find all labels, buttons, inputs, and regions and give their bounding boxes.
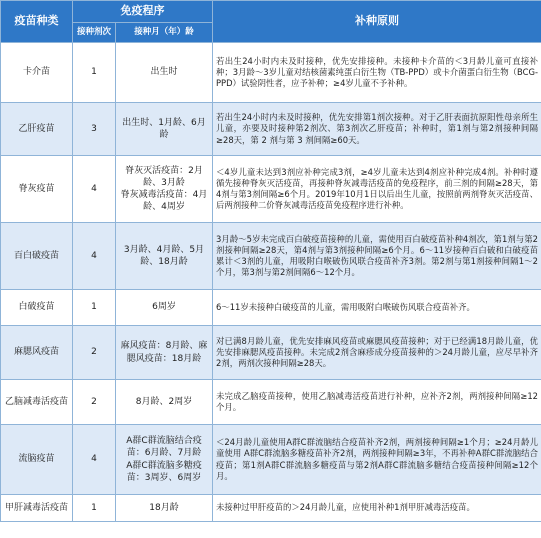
table-row <box>1 43 541 103</box>
vaccination-age <box>116 495 213 522</box>
age-line: A群C群流脑结合疫苗：6月龄、7月龄 <box>126 436 202 459</box>
header-doses: 接种剂次 <box>73 23 116 43</box>
catchup-rule-text: ＜24月龄儿童使用A群C群流脑结合疫苗补齐2剂，两剂接种间隔≥1个月；≥24月龄儿童使用 A群C群流脑多糖疫苗补齐2剂，两剂接种间隔≥3年，不再补种A群C群流脑结合疫苗；第1剂A群C群流脑多糖疫苗与第2剂A群C群流脑多糖结合疫苗接种间隔≥12个月。 <box>213 425 541 495</box>
vaccine-name: 麻腮风疫苗 <box>1 326 73 380</box>
age-line: 3月龄、4月龄、5月龄、18月龄 <box>123 244 205 267</box>
vaccine-name: 流脑疫苗 <box>1 425 73 495</box>
vaccine-name: 甲肝减毒活疫苗 <box>1 495 73 522</box>
dose-count: 2 <box>73 380 116 425</box>
age-line: 脊灰减毒活疫苗：4月龄、4周岁 <box>120 190 208 213</box>
vaccination-age <box>116 223 213 290</box>
dose-count: 4 <box>73 425 116 495</box>
table-row <box>1 223 541 290</box>
age-line: A群C群流脑多糖疫苗：3周岁、6周岁 <box>126 460 202 483</box>
catchup-rule-text: 对已满8月龄儿童，优先安排麻风疫苗或麻腮风疫苗接种；对于已经满18月龄儿童，优先安排麻腮风疫苗接种。未完成2剂含麻疹成分疫苗接种的＞24月龄儿童，应尽早补齐2剂，两剂次接种间隔≥28天。 <box>213 326 541 380</box>
age-line: 脊灰灭活疫苗：2月龄、3月龄 <box>125 165 203 188</box>
vaccination-age <box>116 326 213 380</box>
table-row <box>1 103 541 156</box>
catchup-rule-text: 6～11岁未接种白破疫苗的儿童，需用吸附白喉破伤风联合疫苗补齐。 <box>213 290 541 326</box>
header-catchup-rule: 补种原则 <box>213 1 541 43</box>
dose-count: 1 <box>73 495 116 522</box>
age-line: 出生时、1月龄、6月龄 <box>122 117 206 140</box>
dose-count: 4 <box>73 156 116 223</box>
vaccine-name: 乙脑减毒活疫苗 <box>1 380 73 425</box>
age-line: 6周岁 <box>152 302 176 313</box>
age-line: 麻风疫苗：8月龄、麻腮风疫苗：18月龄 <box>120 341 208 364</box>
age-line: 8月龄、2周岁 <box>135 396 193 407</box>
header-schedule: 免疫程序 <box>73 1 213 23</box>
catchup-rule-text: 3月龄～5岁未完成百白破疫苗接种的儿童，需使用百白破疫苗补种4剂次，第1剂与第2剂接种间隔≥28天，第4剂与第3剂接种间隔≥6个月。6～11岁接种百白破和白破疫苗累计＜3剂的儿童，用吸附白喉破伤风联合疫苗补齐3剂。第2剂与第1剂接种间隔1～2个月，第3剂与第2剂间隔6～12个月。 <box>213 223 541 290</box>
dose-count: 1 <box>73 290 116 326</box>
catchup-rule-text: 若出生24小时内未及时接种，优先安排第1剂次接种。对于乙肝表面抗原阳性母亲所生儿童，亦要及时接种第2剂次、第3剂次乙肝疫苗；补种时，第1剂与第2剂接种间隔≥28天，第 2 剂与第 3 剂间隔≥60天。 <box>213 103 541 156</box>
age-line: 18月龄 <box>149 502 179 513</box>
table-row <box>1 156 541 223</box>
vaccine-name: 脊灰疫苗 <box>1 156 73 223</box>
table-row <box>1 326 541 380</box>
catchup-rule-text: 未完成乙脑疫苗接种，使用乙脑减毒活疫苗进行补种，应补齐2剂，两剂接种间隔≥12个月。 <box>213 380 541 425</box>
catchup-rule-text: 未接种过甲肝疫苗的＞24月龄儿童，应使用补种1剂甲肝减毒活疫苗。 <box>213 495 541 522</box>
age-line: 出生时 <box>150 67 178 78</box>
catchup-rule-text: 若出生24小时内未及时接种，优先安排接种。未接种卡介苗的＜3月龄儿童可直接补种；3月龄～3岁儿童对结核菌素纯蛋白衍生物（TB-PPD）或卡介菌蛋白衍生物（BCG-PPD）试验阴性者，应予补种；≥4岁儿童不予补种。 <box>213 43 541 103</box>
vaccine-name: 百白破疫苗 <box>1 223 73 290</box>
table-row <box>1 425 541 495</box>
vaccination-age <box>116 290 213 326</box>
vaccination-age <box>116 380 213 425</box>
vaccination-age <box>116 425 213 495</box>
dose-count: 4 <box>73 223 116 290</box>
table-row <box>1 495 541 522</box>
catchup-rule-text: ＜4岁儿童未达到3剂应补种完成3剂，≥4岁儿童未达到4剂应补种完成4剂。补种时遵循先接种脊灰灭活疫苗，再接种脊灰减毒活疫苗的免疫程序，前三剂的间隔≥28天，第4剂与第3剂间隔≥6个月。2019年10月1日以后出生儿童，按照前两剂脊灰灭活疫苗、后两剂接种二价脊灰减毒活疫苗免疫程序进行补种。 <box>213 156 541 223</box>
vaccine-name: 乙肝疫苗 <box>1 103 73 156</box>
vaccine-name: 卡介苗 <box>1 43 73 103</box>
header-age: 接种月（年）龄 <box>116 23 213 43</box>
vaccination-age <box>116 156 213 223</box>
header-vaccine-type: 疫苗种类 <box>1 1 73 43</box>
dose-count: 3 <box>73 103 116 156</box>
table-row <box>1 290 541 326</box>
vaccination-age <box>116 43 213 103</box>
dose-count: 2 <box>73 326 116 380</box>
table-row <box>1 380 541 425</box>
vaccine-name: 白破疫苗 <box>1 290 73 326</box>
vaccination-age <box>116 103 213 156</box>
dose-count: 1 <box>73 43 116 103</box>
